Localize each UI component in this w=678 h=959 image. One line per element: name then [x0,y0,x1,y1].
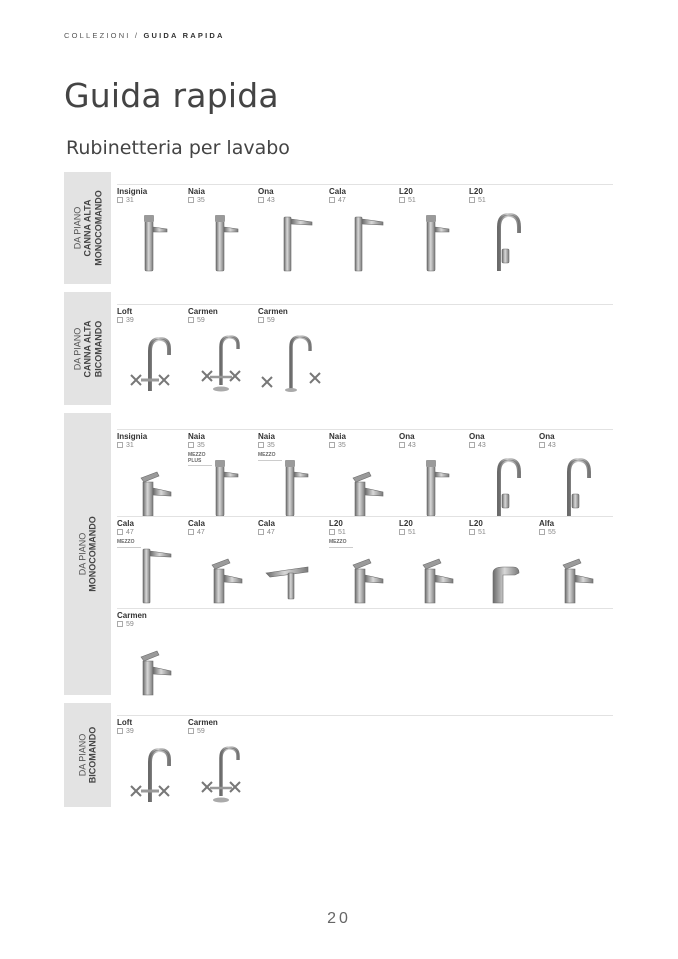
wall-spout-icon [258,545,324,605]
page-ref-number: 55 [548,529,556,536]
page-ref-number: 43 [548,442,556,449]
cross-handle-mixer-icon [117,744,183,804]
product-name: L20 [469,187,483,196]
product-page-ref [188,317,254,324]
page-ref-number: 47 [267,529,275,536]
page-ref-icon [117,621,123,627]
short-mixer-icon [469,545,535,605]
page-ref-icon [117,529,123,535]
product-name: Insignia [117,187,148,196]
page-ref-number: 35 [197,442,205,449]
product-page-ref [399,529,465,536]
page-ref-icon [188,197,194,203]
section-tab-label [72,190,103,266]
product-page-ref [539,529,605,536]
product-name: Carmen [117,611,147,620]
page-ref-icon [329,197,335,203]
page-ref-icon [188,728,194,734]
section-tab-line: DA PIANO [77,532,88,576]
section-tab-label [72,320,103,377]
page-ref-number: 39 [126,728,134,735]
tall-spout-faucet-icon [117,545,183,605]
tall-lever-faucet-icon [188,213,254,273]
page-ref-icon [399,529,405,535]
page-ref-number: 47 [338,197,346,204]
product-page-ref [469,529,535,536]
product-item[interactable] [469,187,535,275]
swan-neck-faucet-icon [469,458,535,518]
tall-lever-faucet-icon [188,458,254,518]
product-item[interactable] [539,519,605,607]
page-ref-number: 47 [126,529,134,536]
section-tab [64,172,111,284]
classic-mixer-icon [188,333,254,393]
page-ref-icon [399,197,405,203]
page-ref-number: 51 [408,529,416,536]
product-item[interactable] [188,519,254,607]
product-item[interactable] [117,519,183,607]
product-item[interactable] [329,519,395,607]
product-item[interactable] [117,432,183,520]
product-item[interactable] [329,432,395,520]
section-tab-line: CANNA ALTA [82,320,93,377]
page-ref-number: 59 [126,621,134,628]
page-ref-icon [117,197,123,203]
page-ref-icon [117,728,123,734]
page-ref-icon [117,442,123,448]
product-name: Carmen [258,307,288,316]
product-row [117,715,613,735]
product-name: Naia [329,432,346,441]
swan-neck-faucet-icon [539,458,605,518]
classic-three-hole-mixer-icon [258,333,324,393]
page-subtitle: Rubinetteria per lavabo [66,137,290,159]
section-tab-line: MONOCOMANDO [87,516,98,592]
product-name: Cala [188,519,205,528]
product-name: Cala [117,519,134,528]
product-name: Loft [117,718,133,727]
product-page-ref [258,442,324,449]
product-variant: MEZZO PLUS [188,453,212,466]
page-title: Guida rapida [64,76,279,115]
product-page-ref [329,197,395,204]
product-item[interactable] [469,432,535,520]
page-ref-number: 31 [126,197,134,204]
product-item[interactable] [399,187,465,275]
page-ref-number: 59 [197,728,205,735]
product-name: Alfa [539,519,555,528]
page-ref-icon [469,529,475,535]
product-page-ref [258,529,324,536]
page-ref-icon [188,442,194,448]
product-item[interactable] [539,432,605,520]
product-name: Insignia [117,432,148,441]
product-name: Naia [258,432,275,441]
product-item[interactable] [117,718,183,806]
section-tab-line: MONOCOMANDO [92,190,103,266]
basin-mixer-icon [399,545,465,605]
page-ref-icon [399,442,405,448]
page-ref-number: 39 [126,317,134,324]
product-name: Carmen [188,307,218,316]
product-page-ref [399,442,465,449]
product-page-ref [117,197,183,204]
product-item[interactable] [258,307,324,395]
product-name: Cala [329,187,346,196]
product-page-ref [329,442,395,449]
breadcrumb-current: GUIDA RAPIDA [143,31,225,40]
product-item[interactable] [117,187,183,275]
page-ref-icon [258,197,264,203]
page-ref-icon [539,442,545,448]
section-tab-line: DA PIANO [71,206,82,250]
product-name: Naia [188,432,205,441]
breadcrumb-separator: / [134,31,140,40]
product-item[interactable] [188,432,254,520]
page-ref-icon [258,529,264,535]
product-variant: MEZZO [329,540,353,548]
page-ref-number: 43 [408,442,416,449]
product-page-ref [469,442,535,449]
product-name: Ona [469,432,485,441]
product-page-ref [188,728,254,735]
tall-spout-faucet-icon [329,213,395,273]
page-ref-number: 47 [197,529,205,536]
breadcrumb [64,31,225,40]
section-tab-label [77,516,98,592]
product-name: Carmen [188,718,218,727]
product-name: Loft [117,307,133,316]
product-item[interactable] [258,187,324,275]
page-ref-number: 43 [478,442,486,449]
product-item[interactable] [117,307,183,395]
product-row [117,516,613,545]
product-page-ref [117,529,183,536]
page-number: 20 [327,910,351,927]
page-ref-icon [188,529,194,535]
page-ref-icon [539,529,545,535]
product-page-ref [258,197,324,204]
product-page-ref [188,197,254,204]
tall-lever-faucet-icon [258,458,324,518]
page-ref-number: 35 [197,197,205,204]
product-name: L20 [469,519,483,528]
product-section [64,413,613,695]
product-page-ref [117,621,183,628]
product-variant: MEZZO [117,540,141,548]
page-ref-number: 35 [338,442,346,449]
page-ref-number: 51 [478,529,486,536]
section-tab [64,292,111,405]
product-page-ref [117,442,183,449]
tall-lever-faucet-icon [117,213,183,273]
product-page-ref [117,317,183,324]
page-ref-number: 51 [478,197,486,204]
page-ref-icon [117,317,123,323]
section-tab-label [77,727,98,784]
product-item[interactable] [399,519,465,607]
product-name: L20 [399,519,413,528]
page-ref-number: 51 [408,197,416,204]
page-ref-icon [469,197,475,203]
product-name: Cala [258,519,275,528]
section-tab-line: DA PIANO [71,327,82,370]
product-row [117,608,613,628]
page-ref-icon [469,442,475,448]
product-page-ref [258,317,324,324]
basin-mixer-icon [329,545,395,605]
section-tab-line: CANNA ALTA [82,199,93,257]
product-name: Naia [188,187,205,196]
product-item[interactable] [329,187,395,275]
product-name: Ona [399,432,415,441]
basin-mixer-icon [539,545,605,605]
page-ref-number: 31 [126,442,134,449]
product-item[interactable] [399,432,465,520]
product-page-ref [329,529,395,536]
section-tab-line: BICOMANDO [92,320,103,377]
tall-spout-faucet-icon [258,213,324,273]
basin-mixer-icon [329,458,395,518]
product-item[interactable] [188,307,254,395]
page-ref-number: 51 [338,529,346,536]
product-page-ref [469,197,535,204]
page-ref-number: 43 [267,197,275,204]
product-page-ref [188,442,254,449]
product-section [64,292,613,405]
product-item[interactable] [258,432,324,520]
product-page-ref [188,529,254,536]
product-item[interactable] [188,187,254,275]
product-item[interactable] [188,718,254,806]
section-tab [64,703,111,807]
product-section [64,703,613,807]
section-tab-line: BICOMANDO [87,726,98,784]
product-name: Ona [539,432,555,441]
section-tab [64,413,111,695]
basin-mixer-icon [117,637,183,697]
page-ref-icon [188,317,194,323]
basin-mixer-icon [117,458,183,518]
tall-lever-faucet-icon [399,213,465,273]
section-tab-line: DA PIANO [77,733,88,777]
product-item[interactable] [258,519,324,607]
swan-neck-faucet-icon [469,213,535,273]
tall-lever-faucet-icon [399,458,465,518]
breadcrumb-section[interactable]: COLLEZIONI [64,31,131,40]
page-ref-number: 59 [267,317,275,324]
page-ref-icon [258,317,264,323]
product-name: L20 [329,519,343,528]
product-item[interactable] [117,611,183,699]
product-row [117,184,613,204]
page-ref-number: 35 [267,442,275,449]
product-page-ref [117,728,183,735]
cross-handle-mixer-icon [117,333,183,393]
product-section [64,172,613,284]
product-row [117,304,613,324]
product-row [117,429,613,464]
product-variant: MEZZO [258,453,282,461]
page-ref-icon [329,529,335,535]
page-ref-number: 59 [197,317,205,324]
classic-mixer-icon [188,744,254,804]
product-page-ref [399,197,465,204]
product-name: Ona [258,187,274,196]
product-page-ref [539,442,605,449]
product-name: L20 [399,187,413,196]
page-ref-icon [258,442,264,448]
product-item[interactable] [469,519,535,607]
basin-mixer-icon [188,545,254,605]
page-ref-icon [329,442,335,448]
